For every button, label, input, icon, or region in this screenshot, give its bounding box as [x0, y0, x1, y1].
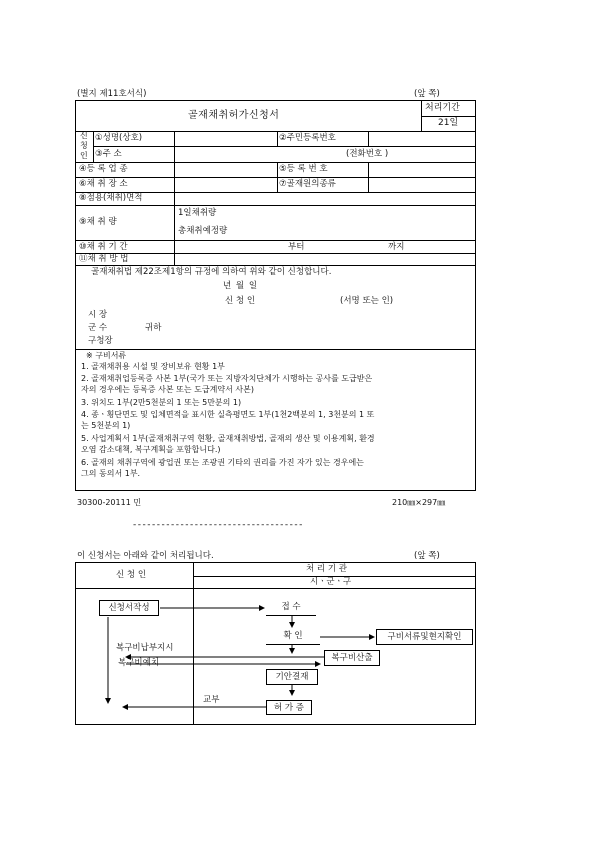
form-number: (별지 제11호서식)	[77, 89, 147, 99]
doc-item: 그의 동의서 1부.	[81, 469, 141, 478]
applicant-label-2: 청	[80, 141, 88, 150]
form-title: 골재채취허가신청서	[188, 110, 280, 121]
signature-note: (서명 또는 인)	[340, 296, 394, 306]
step-confirm: 확 인	[266, 629, 320, 645]
business-type-label: ④등 록 업 종	[79, 164, 128, 174]
doc-item: 는 5천분의 1)	[81, 421, 131, 430]
note-restoration-deposit: 복구비예치	[118, 658, 160, 668]
note-restoration-order: 복구비납부지시	[116, 643, 174, 653]
doc-item: 6. 골재의 채취구역에 광업권 또는 조광권 기타의 권리를 가진 자가 있는 경우에는	[81, 458, 364, 467]
step-confirm-documents: 구비서류및현지확인	[376, 629, 473, 645]
processing-period-label: 처리기간	[425, 103, 460, 113]
column-agency: 처 리 기 관	[306, 564, 347, 574]
aggregate-type-label: ⑦골재원의종류	[279, 179, 336, 189]
note-issue: 교부	[203, 695, 220, 705]
daily-quantity-label: 1일채취량	[178, 208, 217, 218]
declaration-text: 골재채취법 제22조제1항의 규정에 의하여 위와 같이 신청합니다.	[91, 267, 332, 277]
resident-number-label: ②주민등록번호	[279, 133, 336, 143]
registration-number-label: ⑤등 록 번 호	[279, 164, 328, 174]
doc-item: 3. 위치도 1부(2만5천분의 1 또는 5만분의 1)	[81, 398, 242, 407]
addressee-mayor: 시 장	[88, 310, 108, 320]
date-line: 년 월 일	[223, 281, 258, 291]
address-label: ③주 소	[95, 149, 122, 159]
cut-line: ------------------------------------	[133, 520, 304, 530]
page-side-label-2: (앞 쪽)	[414, 551, 440, 561]
doc-item: 5. 사업계획서 1부(골재채취구역 현황, 골재채취방법, 골재의 생산 및 이용계획, 환경	[81, 434, 375, 443]
applicant-label-1: 신	[80, 131, 88, 140]
step-approval: 기안결재	[266, 669, 318, 685]
doc-item: 오염 감소대책, 복구계획을 포함합니다.)	[81, 445, 221, 454]
doc-item: 4. 종ㆍ횡단면도 및 입체면적을 표시한 실측평면도 1부(1천2백분의 1, 3천분의 1 또	[81, 410, 375, 419]
total-quantity-label: 총채취예정량	[178, 226, 228, 236]
process-flowchart	[75, 562, 476, 725]
site-label: ⑥채 취 장 소	[79, 179, 128, 189]
column-applicant: 신 청 인	[116, 570, 147, 580]
step-permit: 허 가 증	[266, 700, 312, 715]
doc-item: 자의 경우에는 등록증 사본 또는 도급계약서 사본)	[81, 385, 254, 394]
quantity-label: ⑨채 취 량	[79, 217, 117, 227]
doc-item: 2. 골재채취업등록증 사본 1부(국가 또는 지방자치단체가 시행하는 공사를 도급받은	[81, 374, 373, 383]
name-label: ①성명(상호)	[95, 133, 143, 143]
area-label: ⑧점용(채취)면적	[79, 193, 143, 203]
processing-period-value: 21일	[438, 118, 459, 128]
period-to: 까지	[388, 242, 405, 252]
process-intro: 이 신청서는 아래와 같이 처리됩니다.	[77, 551, 214, 561]
doc-item: 1. 골재채취용 시설 및 장비보유 현황 1부	[81, 362, 225, 371]
addressee-honorific: 귀하	[145, 323, 162, 333]
method-label: ⑪채 취 방 법	[79, 254, 129, 264]
period-label: ⑩채 취 기 간	[79, 242, 128, 252]
addressee-district: 구청장	[88, 336, 113, 346]
step-write-application: 신청서작성	[99, 600, 159, 616]
column-agency-sub: 시ㆍ군ㆍ구	[310, 577, 352, 587]
docs-title: ※ 구비서류	[86, 351, 127, 360]
applicant-label-3: 인	[80, 151, 88, 160]
phone-label: (전화번호 )	[346, 149, 389, 159]
paper-size: 210㎜×297㎜	[392, 498, 446, 507]
addressee-county: 군 수	[88, 323, 108, 333]
form-code: 30300-20111 민	[77, 498, 142, 507]
applicant-sign-label: 신 청 인	[225, 296, 256, 306]
step-receive: 접 수	[266, 600, 316, 616]
step-calc-restoration: 복구비산출	[324, 650, 380, 666]
application-form	[75, 100, 476, 491]
period-from: 부터	[288, 242, 305, 252]
page-side-label: (앞 쪽)	[414, 89, 440, 99]
